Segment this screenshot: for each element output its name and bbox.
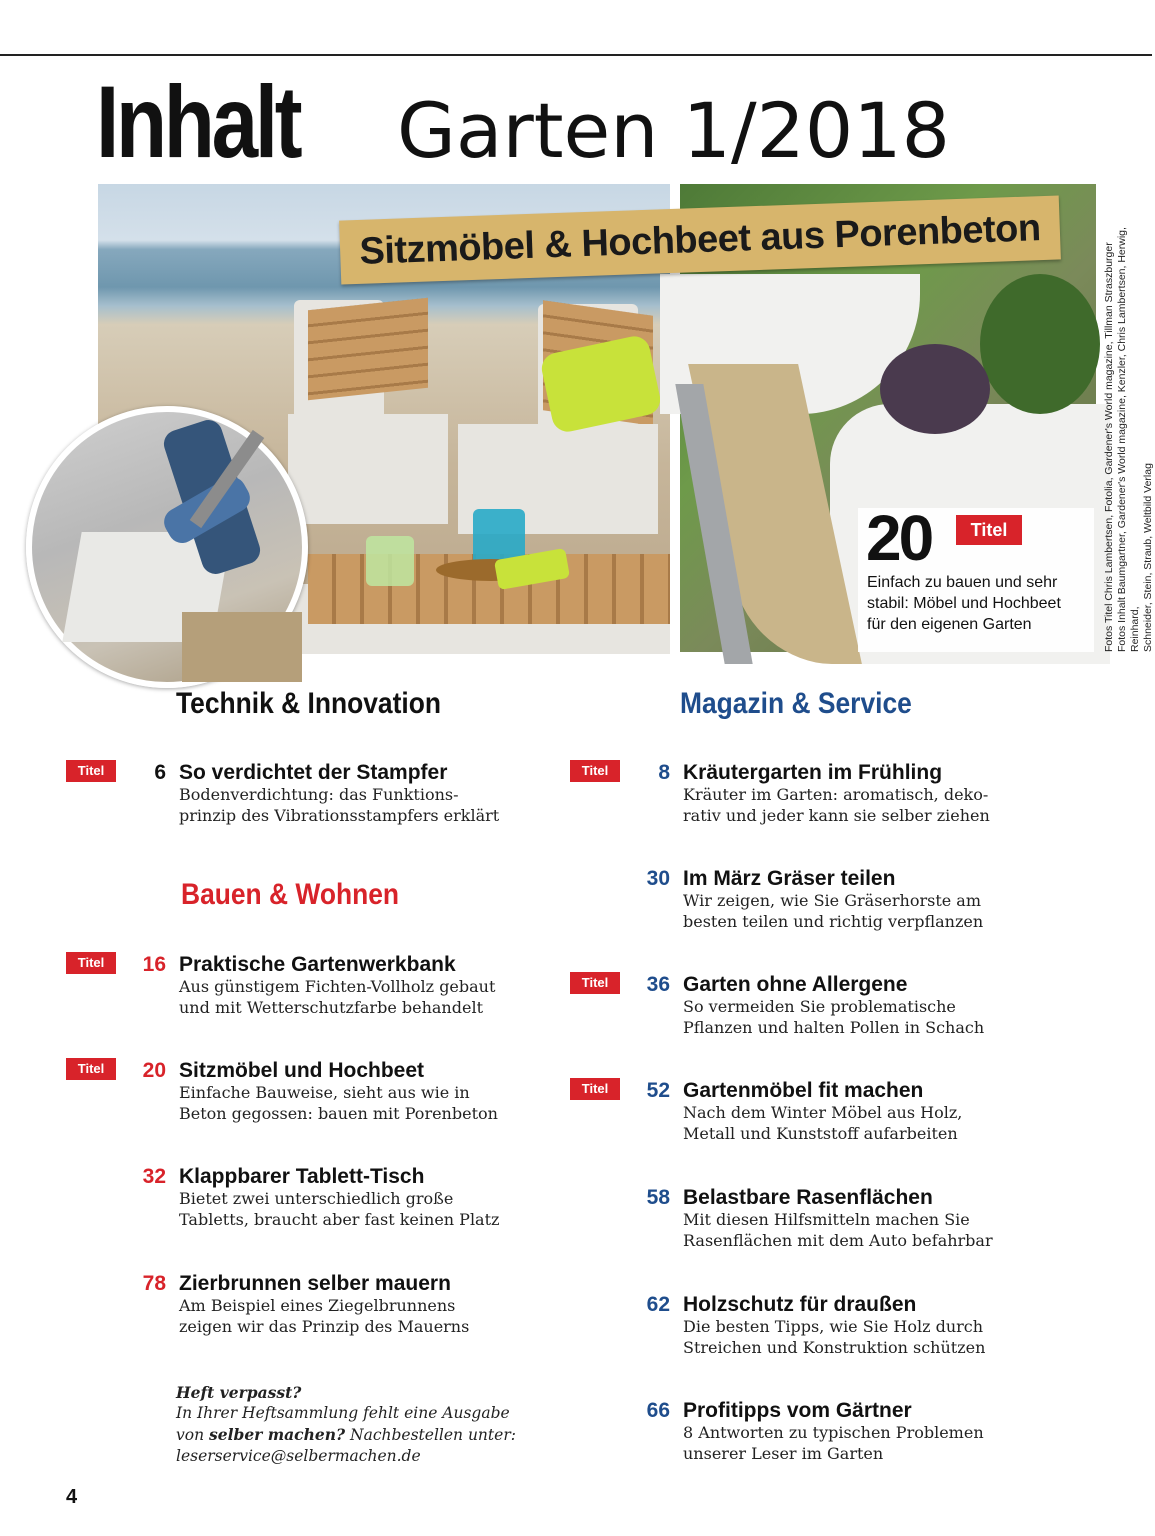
- callout-titel-badge: Titel: [956, 515, 1022, 545]
- entry-title: Klappbarer Tablett-Tisch: [179, 1165, 425, 1188]
- entry-description: [683, 784, 990, 826]
- desc-line: Die besten Tipps, wie Sie Holz durch: [683, 1317, 984, 1336]
- desc-line: Rasenflächen mit dem Auto befahrbar: [683, 1231, 993, 1250]
- page-number: 58: [646, 1186, 670, 1209]
- desc-line: rativ und jeder kann sie selber ziehen: [683, 806, 990, 825]
- inset-photo-sawing: [26, 406, 308, 688]
- page-number: 8: [658, 761, 670, 784]
- back-issue-line: In Ihrer Heftsammlung fehlt eine Ausgabe: [176, 1404, 510, 1422]
- desc-line: Bietet zwei unterschiedlich große: [179, 1189, 454, 1208]
- page-number: 30: [646, 867, 670, 890]
- page-number: 78: [142, 1272, 166, 1295]
- entry-description: [683, 1422, 984, 1464]
- desc-line: Wir zeigen, wie Sie Gräserhorste am: [683, 891, 982, 910]
- desc-line: Einfache Bauweise, sieht aus wie in: [179, 1083, 470, 1102]
- entry-description: [683, 890, 983, 932]
- desc-line: Mit diesen Hilfsmitteln machen Sie: [683, 1210, 970, 1229]
- desc-line: zeigen wir das Prinzip des Mauerns: [179, 1317, 470, 1336]
- desc-line: prinzip des Vibrationsstampfers erklärt: [179, 806, 500, 825]
- desc-line: unserer Leser im Garten: [683, 1444, 884, 1463]
- page-number: 66: [646, 1399, 670, 1422]
- desc-line: Am Beispiel eines Ziegelbrunnens: [179, 1296, 456, 1315]
- callout-text: [867, 572, 1087, 635]
- entry-title: Praktische Gartenwerkbank: [179, 953, 456, 976]
- desc-line: Nach dem Winter Möbel aus Holz,: [683, 1103, 963, 1122]
- desc-line: Aus günstigem Fichten-Vollholz gebaut: [179, 977, 496, 996]
- text-fragment: von: [176, 1426, 209, 1444]
- section-heading-bauen: Bauen & Wohnen: [181, 878, 400, 911]
- entry-title: Holzschutz für draußen: [683, 1293, 917, 1316]
- magazine-name: selber machen?: [209, 1425, 346, 1444]
- page-number: 32: [142, 1165, 166, 1188]
- desc-line: So vermeiden Sie problematische: [683, 997, 956, 1016]
- entry-title: So verdichtet der Stampfer: [179, 761, 448, 784]
- titel-badge: Titel: [66, 1058, 116, 1080]
- top-rule: [0, 54, 1152, 56]
- entry-title: Profitipps vom Gärtner: [683, 1399, 912, 1422]
- titel-badge: Titel: [66, 952, 116, 974]
- section-heading-technik: Technik & Innovation: [176, 687, 442, 720]
- text-fragment: Nachbestellen unter:: [345, 1426, 516, 1444]
- titel-badge: Titel: [570, 760, 620, 782]
- issue-label: Garten 1/2018: [397, 86, 950, 175]
- page-title: Inhalt: [96, 65, 300, 179]
- headline-banner-text: Sitzmöbel & Hochbeet aus Porenbeton: [358, 207, 1042, 273]
- entry-title: Zierbrunnen selber mauern: [179, 1272, 451, 1295]
- page-number: 6: [154, 761, 166, 784]
- entry-description: [683, 1102, 962, 1144]
- credit-line: Schneider, Stein, Straub, Weltbild Verlag: [1142, 463, 1154, 652]
- callout-line: Einfach zu bauen und sehr: [867, 574, 1058, 591]
- desc-line: Beton gegossen: bauen mit Porenbeton: [179, 1104, 498, 1123]
- desc-line: und mit Wetterschutzfarbe behandelt: [179, 998, 483, 1017]
- entry-title: Garten ohne Allergene: [683, 973, 908, 996]
- credit-line: Fotos Titel Chris Lambertsen, Fotolia, Gardener's World magazine, Tillman Straszburger: [1103, 242, 1115, 652]
- desc-line: Streichen und Konstruktion schützen: [683, 1338, 986, 1357]
- callout-line: für den eigenen Garten: [867, 616, 1032, 633]
- entry-description: [179, 1082, 498, 1124]
- page-number: 62: [646, 1293, 670, 1316]
- page-number: 16: [142, 953, 166, 976]
- entry-title: Gartenmöbel fit machen: [683, 1079, 924, 1102]
- entry-description: [179, 976, 495, 1018]
- titel-badge: Titel: [570, 1078, 620, 1100]
- desc-line: Metall und Kunststoff aufarbeiten: [683, 1124, 958, 1143]
- entry-description: [683, 1316, 985, 1358]
- titel-badge: Titel: [570, 972, 620, 994]
- entry-title: Sitzmöbel und Hochbeet: [179, 1059, 425, 1082]
- entry-title: Kräutergarten im Frühling: [683, 761, 943, 784]
- desc-line: 8 Antworten zu typischen Problemen: [683, 1423, 984, 1442]
- page-number: 20: [142, 1059, 166, 1082]
- back-issue-email[interactable]: leserservice@selbermachen.de: [176, 1447, 421, 1465]
- entry-description: [179, 784, 499, 826]
- entry-description: [683, 1209, 993, 1251]
- page-number-footer: 4: [66, 1486, 78, 1508]
- desc-line: Tabletts, braucht aber fast keinen Platz: [179, 1210, 500, 1229]
- desc-line: Pflanzen und halten Pollen in Schach: [683, 1018, 985, 1037]
- back-issue-heading: Heft verpasst?: [176, 1383, 302, 1402]
- section-heading-magazin: Magazin & Service: [680, 687, 912, 720]
- titel-badge: Titel: [66, 760, 116, 782]
- callout-line: stabil: Möbel und Hochbeet: [867, 595, 1061, 612]
- back-issue-line: [176, 1424, 556, 1446]
- credit-line: Fotos Inhalt Baumgartner, Gardener's World magazine, Kenzler, Chris Lambertsen, Herwig, Reinhard,: [1116, 227, 1141, 652]
- entry-description: [683, 996, 984, 1038]
- entry-title: Im März Gräser teilen: [683, 867, 896, 890]
- entry-title: Belastbare Rasenflächen: [683, 1186, 933, 1209]
- photo-credits: [1103, 182, 1155, 652]
- page-number: 52: [646, 1079, 670, 1102]
- desc-line: Kräuter im Garten: aromatisch, deko-: [683, 785, 989, 804]
- callout-page-number: 20: [866, 502, 932, 574]
- desc-line: Bodenverdichtung: das Funktions-: [179, 785, 459, 804]
- entry-description: [179, 1188, 499, 1230]
- entry-description: [179, 1295, 469, 1337]
- back-issue-notice: [176, 1382, 556, 1467]
- page-number: 36: [646, 973, 670, 996]
- desc-line: besten teilen und richtig verpflanzen: [683, 912, 984, 931]
